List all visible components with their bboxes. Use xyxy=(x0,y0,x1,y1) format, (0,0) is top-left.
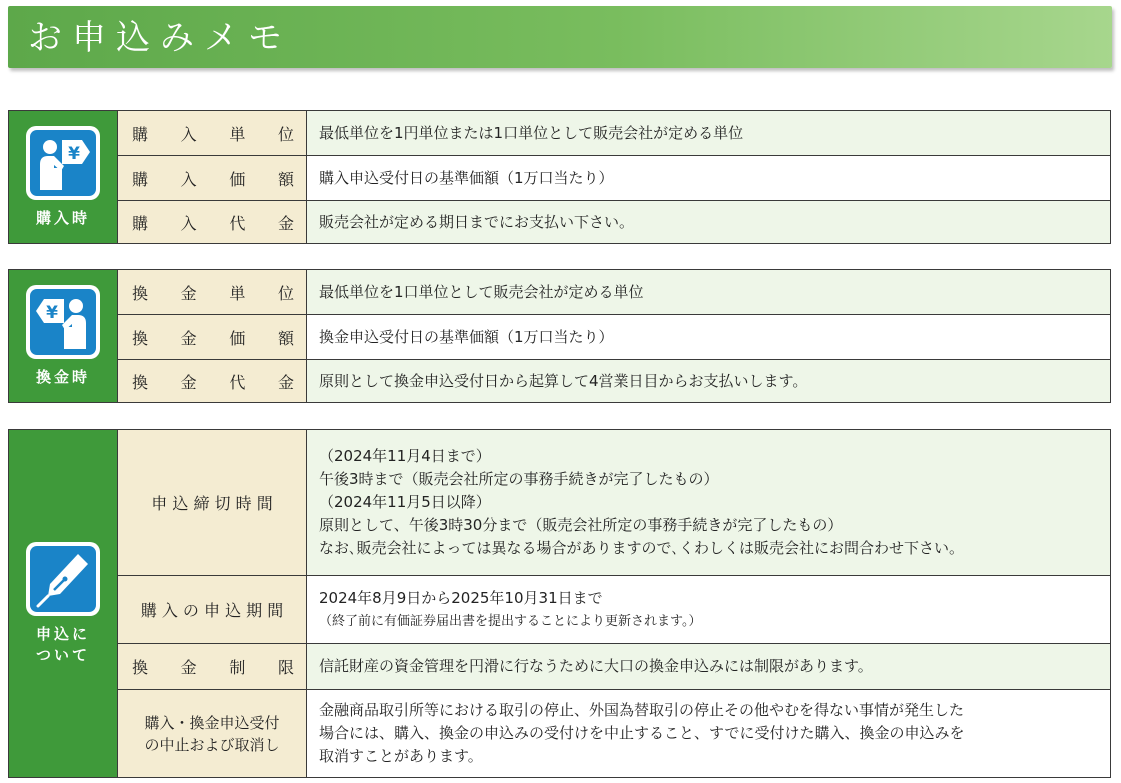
yen-person-icon xyxy=(26,285,100,359)
purchase-side xyxy=(9,111,117,243)
redemption-section xyxy=(8,269,1111,403)
redemption-side xyxy=(9,270,117,402)
table-row xyxy=(117,643,1110,689)
redemption-unit-value: 最低単位を1口単位として販売会社が定める単位 xyxy=(307,270,1110,314)
table-row xyxy=(117,359,1110,402)
application-section xyxy=(8,429,1111,778)
table-row xyxy=(117,430,1110,575)
svg-text:¥: ¥ xyxy=(46,302,58,323)
purchase-unit-label: 購 入 単 位 xyxy=(117,111,307,155)
pen-icon xyxy=(26,542,100,616)
suspension-label: 購入・換金申込受付 の中止および取消し xyxy=(117,690,307,777)
table-row xyxy=(117,111,1110,155)
purchase-price-value: 購入申込受付日の基準価額（1万口当たり） xyxy=(319,168,614,187)
redemption-unit-label: 換 金 単 位 xyxy=(117,270,307,314)
table-row xyxy=(117,689,1110,777)
person-yen-icon xyxy=(26,126,100,200)
table-row xyxy=(117,575,1110,643)
redemption-price-label: 換 金 価 額 xyxy=(117,315,307,359)
redemption-rows xyxy=(117,270,1110,402)
table-row xyxy=(117,270,1110,314)
purchase-section xyxy=(8,110,1111,244)
limit-value: 信託財産の資金管理を円滑に行なうために大口の換金申込みには制限があります。 xyxy=(307,644,1110,689)
svg-text:¥: ¥ xyxy=(68,143,80,164)
suspension-value: 金融商品取引所等における取引の停止、外国為替取引の停止その他やむを得ない事情が発生した 場合には、購入、換金の申込みの受付けを中止すること、すでに受付けた購入、換金の申込みを 取消すことがあります。 xyxy=(319,701,965,765)
period-label: 購 入 の 申 込 期 間 xyxy=(117,576,307,643)
deadline-value: （2024年11月4日まで） 午後3時まで（販売会社所定の事務手続きが完了したもの） （2024年11月5日以降） 原則として、午後3時30分まで（販売会社所定の事務手続きが完了したもの） なお､販売会社によっては異なる場合がありますので､くわしくは販売会社にお問合わせ下さい。 xyxy=(307,430,1110,575)
table-row xyxy=(117,200,1110,243)
application-side-label: 申込に ついて xyxy=(35,624,90,664)
purchase-side-label: 購入時 xyxy=(35,208,90,227)
redemption-side-label: 換金時 xyxy=(35,367,90,386)
limit-label: 換 金 制 限 xyxy=(117,644,307,689)
table-row xyxy=(117,314,1110,359)
period-value: 2024年8月9日から2025年10月31日まで （終了前に有価証券届出書を提出することにより更新されます。） xyxy=(319,588,702,629)
application-side xyxy=(9,430,117,777)
purchase-payment-value: 販売会社が定める期日までにお支払い下さい。 xyxy=(307,201,1110,243)
page-banner xyxy=(8,6,1112,68)
table-row xyxy=(117,155,1110,200)
purchase-payment-label: 購 入 代 金 xyxy=(117,201,307,243)
deadline-label: 申 込 締 切 時 間 xyxy=(117,430,307,575)
redemption-payment-value: 原則として換金申込受付日から起算して4営業日目からお支払いします。 xyxy=(307,360,1110,402)
redemption-price-value: 換金申込受付日の基準価額（1万口当たり） xyxy=(319,327,614,346)
purchase-price-label: 購 入 価 額 xyxy=(117,156,307,200)
purchase-unit-value: 最低単位を1円単位または1口単位として販売会社が定める単位 xyxy=(307,111,1110,155)
redemption-payment-label: 換 金 代 金 xyxy=(117,360,307,402)
purchase-rows xyxy=(117,111,1110,243)
application-rows xyxy=(117,430,1110,777)
page-title: お申込みメモ xyxy=(28,18,292,58)
